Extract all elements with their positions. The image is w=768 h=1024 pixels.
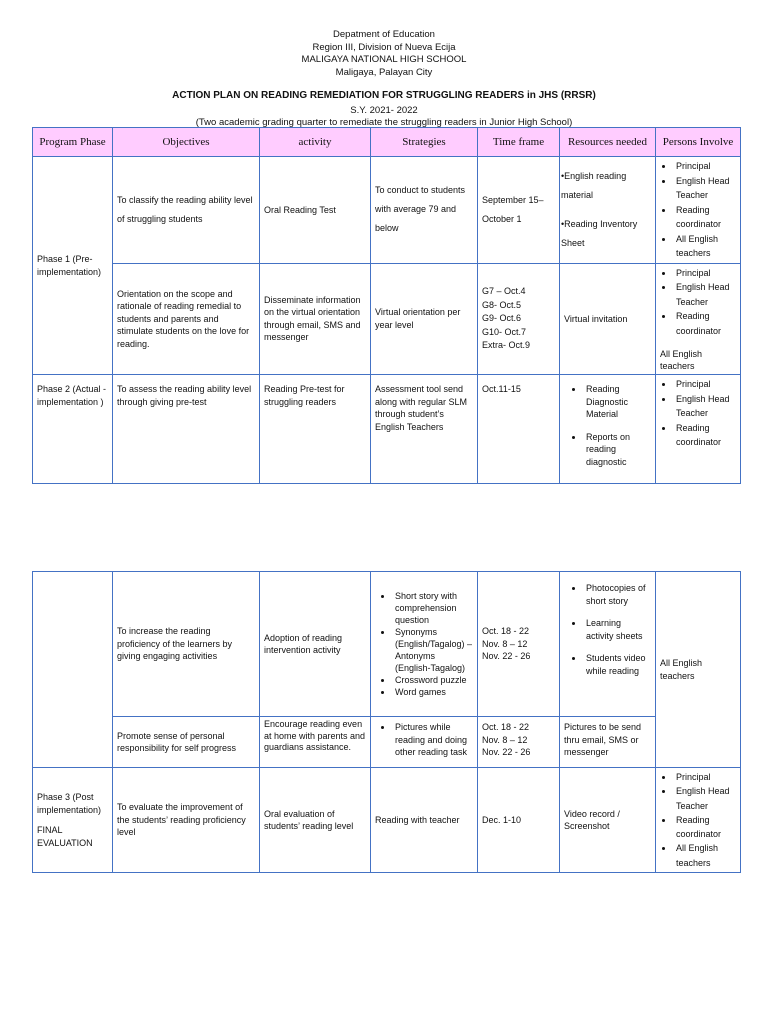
header-line-2: Region III, Division of Nueva Ecija bbox=[312, 41, 456, 53]
table-row bbox=[33, 263, 741, 375]
persons-cell: All English teachers bbox=[656, 572, 741, 768]
resource-item: • Photocopies of short story bbox=[584, 582, 651, 607]
school-year: S.Y. 2021- 2022 bbox=[350, 104, 418, 116]
table-row bbox=[33, 768, 741, 873]
document-subtitle: (Two academic grading quarter to remediate the struggling readers in Junior High School) bbox=[195, 117, 573, 128]
strategy-cell: To conduct to students with average 79 and below bbox=[371, 157, 478, 264]
resources-cell bbox=[560, 572, 656, 717]
resources-cell: Pictures to be send thru email, SMS or messenger bbox=[560, 717, 656, 768]
persons-cell bbox=[656, 375, 741, 484]
resource-item: • Reading Diagnostic Material bbox=[584, 383, 651, 421]
table-row bbox=[33, 717, 741, 768]
objective-cell: To evaluate the improvement of the students’ reading proficiency level bbox=[113, 768, 260, 873]
resource-item: •English reading material bbox=[561, 170, 627, 200]
document-title: ACTION PLAN ON READING REMEDIATION FOR STRUGGLING READERS in JHS (RRSR) bbox=[172, 90, 596, 101]
strategy-cell: Virtual orientation per year level bbox=[371, 263, 478, 375]
activity-cell: Oral Reading Test bbox=[260, 157, 371, 264]
phase-cell: Phase 2 (Actual -implementation ) bbox=[33, 375, 113, 484]
person-item: • Reading coordinator bbox=[674, 203, 736, 232]
strategy-item: • Short story with comprehension question bbox=[393, 590, 473, 626]
timeframe-line: G8- Oct.5 bbox=[482, 299, 522, 310]
timeframe-line: G7 – Oct.4 bbox=[482, 286, 526, 296]
phase-cell bbox=[33, 572, 113, 768]
activity-cell: Encourage reading even at home with parents and guardians assistance. bbox=[260, 717, 371, 768]
person-item: • English Head Teacher bbox=[674, 392, 736, 421]
strategies-cell bbox=[371, 572, 478, 717]
strategies-cell bbox=[371, 717, 478, 768]
person-item: • Reading coordinator bbox=[674, 309, 736, 338]
table-row bbox=[33, 572, 741, 717]
resources-cell bbox=[560, 157, 656, 264]
resource-item: • Students video while reading bbox=[584, 652, 651, 677]
persons-cell bbox=[656, 263, 741, 375]
timeframe-line: Nov. 22 - 26 bbox=[482, 651, 531, 662]
strategy-item: • Word games bbox=[393, 686, 473, 698]
timeframe-line: G10- Oct.7 bbox=[482, 326, 527, 337]
col-header-persons: Persons Involve bbox=[656, 128, 741, 157]
activity-cell: Oral evaluation of students’ reading level bbox=[260, 768, 371, 873]
timeframe-line: Oct. 18 - 22 bbox=[482, 626, 530, 637]
strategy-item: • Synonyms (English/Tagalog) – Antonyms (English-Tagalog) bbox=[393, 626, 473, 674]
col-header-phase: Program Phase bbox=[33, 128, 113, 157]
action-plan-table-1 bbox=[32, 127, 741, 484]
resources-cell: Video record / Screenshot bbox=[560, 768, 656, 873]
objective-cell: Orientation on the scope and rationale of reading remedial to students and parents and stimulate students on the love for reading. bbox=[113, 263, 260, 375]
resources-cell bbox=[560, 375, 656, 484]
header-line-1: Depatment of Education bbox=[333, 29, 435, 40]
document-title-block bbox=[0, 90, 768, 130]
person-item: • English Head Teacher bbox=[674, 174, 736, 203]
activity-cell: Disseminate information on the virtual orientation through email, SMS and messenger bbox=[260, 263, 371, 375]
col-header-strategies: Strategies bbox=[371, 128, 478, 157]
person-item: • English Head Teacher bbox=[674, 784, 736, 813]
strategy-cell: Reading with teacher bbox=[371, 768, 478, 873]
resource-item: • Learning activity sheets bbox=[584, 617, 651, 642]
header-line-4: Maligaya, Palayan City bbox=[335, 66, 433, 78]
person-item: • Principal bbox=[674, 377, 736, 392]
col-header-resources: Resources needed bbox=[560, 128, 656, 157]
person-item: • Principal bbox=[674, 266, 736, 281]
phase-cell bbox=[33, 768, 113, 873]
objective-cell: To assess the reading ability level through giving pre-test bbox=[113, 375, 260, 484]
persons-cell bbox=[656, 157, 741, 264]
person-extra: All English teachers bbox=[660, 349, 703, 371]
person-item: • All English teachers bbox=[674, 841, 736, 870]
col-header-timeframe: Time frame bbox=[478, 128, 560, 157]
person-item: • Reading coordinator bbox=[674, 421, 736, 450]
timeframe-line: Nov. 8 – 12 bbox=[482, 638, 528, 649]
timeframe-line: Oct. 18 - 22 bbox=[482, 722, 530, 732]
person-item: • Reading coordinator bbox=[674, 813, 736, 842]
header-line-3: MALIGAYA NATIONAL HIGH SCHOOL bbox=[301, 54, 467, 65]
phase-label: Phase 3 (Post implementation) bbox=[37, 792, 102, 815]
document-header bbox=[0, 29, 768, 79]
person-item: • Principal bbox=[674, 770, 736, 784]
activity-cell: Adoption of reading intervention activity bbox=[260, 572, 371, 717]
timeframe-line: Nov. 8 – 12 bbox=[482, 734, 528, 745]
timeframe-line: Nov. 22 - 26 bbox=[482, 747, 531, 757]
table-row bbox=[33, 375, 741, 484]
person-item: • English Head Teacher bbox=[674, 280, 736, 309]
resource-item: • Reports on reading diagnostic bbox=[584, 431, 651, 469]
strategy-cell: Assessment tool send along with regular SLM through student’s English Teachers bbox=[371, 375, 478, 484]
timeframe-cell: Oct.11-15 bbox=[478, 375, 560, 484]
phase-cell: Phase 1 (Pre-implementation) bbox=[33, 157, 113, 375]
col-header-objectives: Objectives bbox=[113, 128, 260, 157]
timeframe-cell bbox=[478, 717, 560, 768]
strategy-item: • Crossword puzzle bbox=[393, 674, 473, 686]
table-row bbox=[33, 157, 741, 264]
phase-extra-label: FINAL EVALUATION bbox=[37, 825, 93, 848]
strategy-item: • Pictures while reading and doing other reading task bbox=[393, 721, 473, 759]
action-plan-table-2 bbox=[32, 571, 741, 873]
timeframe-cell bbox=[478, 572, 560, 717]
timeframe-cell bbox=[478, 263, 560, 375]
person-item: • All English teachers bbox=[674, 232, 736, 261]
resources-cell: Virtual invitation bbox=[560, 263, 656, 375]
col-header-activity: activity bbox=[260, 128, 371, 157]
resource-item: •Reading Inventory Sheet bbox=[561, 218, 638, 248]
objective-cell: To classify the reading ability level of struggling students bbox=[113, 157, 260, 264]
objective-cell: To increase the reading proficiency of the learners by giving engaging activities bbox=[113, 572, 260, 717]
table-header-row bbox=[33, 128, 741, 157]
timeframe-cell: Dec. 1-10 bbox=[478, 768, 560, 873]
person-item: • Principal bbox=[674, 159, 736, 174]
activity-cell: Reading Pre-test for struggling readers bbox=[260, 375, 371, 484]
objective-cell: Promote sense of personal responsibility for self progress bbox=[113, 717, 260, 768]
timeframe-line: Extra- Oct.9 bbox=[482, 340, 531, 350]
persons-cell bbox=[656, 768, 741, 873]
timeframe-cell: September 15– October 1 bbox=[478, 157, 560, 264]
timeframe-line: G9- Oct.6 bbox=[482, 313, 522, 323]
